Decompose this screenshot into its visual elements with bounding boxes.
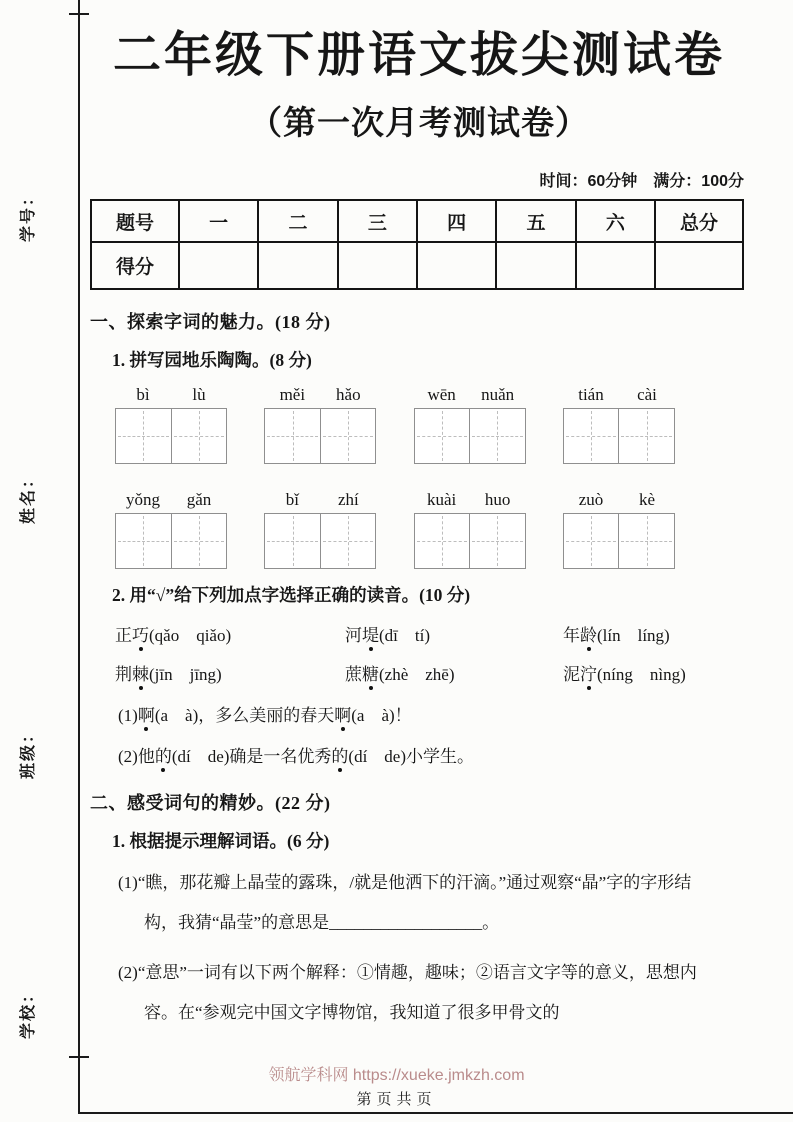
page-subtitle: （第一次月考测试卷） [249, 104, 589, 142]
score-cell [417, 242, 496, 289]
pinyin-syllable: tián [578, 385, 604, 405]
phrase-row-1 [115, 621, 748, 646]
tianzige-grid [264, 513, 376, 569]
sub-question-1 [118, 701, 748, 726]
pinyin-syllable: kuài [427, 490, 457, 510]
tianzige-grid [563, 408, 675, 464]
seal-tick-bottom [69, 1056, 89, 1058]
score-row-label: 得分 [91, 242, 179, 289]
tianzige-cell [265, 409, 320, 463]
score-table-header-row [91, 200, 743, 242]
phrase [563, 660, 686, 685]
dotted-char: 啊 [334, 701, 351, 726]
pinyin-writing-group [563, 490, 675, 569]
dotted-char: 堤 [362, 621, 379, 646]
line-text: (dí de)小学生。 [348, 747, 475, 767]
phrase-text: 荆 [115, 665, 132, 685]
score-table-header-cell: 二 [258, 200, 337, 242]
pinyin-syllable: lù [192, 385, 206, 405]
score-cell [258, 242, 337, 289]
tianzige-grid [563, 513, 675, 569]
pinyin-labels [563, 385, 675, 405]
tianzige-cell [320, 409, 376, 463]
score-cell [576, 242, 655, 289]
tianzige-cell [116, 514, 171, 568]
pinyin-syllable: nuǎn [481, 385, 515, 405]
seal-line [78, 0, 80, 1114]
line-text: (dí de)确是一名优秀 [171, 747, 332, 767]
phrase-text: 蔗 [345, 665, 362, 685]
pinyin-syllable: wēn [427, 385, 456, 405]
pinyin-writing-group [115, 385, 227, 464]
score-table-score-row [91, 242, 743, 289]
pinyin-labels [563, 490, 675, 510]
pinyin-writing-group [414, 490, 526, 569]
pinyin-syllable: cài [637, 385, 657, 405]
section2-paragraph-2: (2)“意思”一词有以下两个解释：①情趣，趣味；②语言文字等的意义，思想内容。在“参观完中国文字博物馆，我知道了很多甲骨文的 [118, 963, 697, 1023]
pinyin-syllable: zhí [337, 490, 359, 510]
tianzige-cell [415, 409, 470, 463]
pinyin-syllable: yǒng [126, 490, 160, 510]
phrase-text: 泥 [563, 665, 580, 685]
section1-heading: 一、探索字词的魅力。(18 分) [90, 312, 331, 333]
pinyin-labels [414, 490, 526, 510]
section1-item1-label: 1. 拼写园地乐陶陶。(8 分) [112, 350, 312, 371]
tianzige-cell [469, 409, 525, 463]
pinyin-writing-group [414, 385, 526, 464]
tianzige-grid [115, 513, 227, 569]
tianzige-cell [564, 409, 619, 463]
page-title: 二年级下册语文拔尖测试卷 [112, 29, 725, 82]
seal-label-name: 姓名： [20, 470, 37, 525]
dotted-char: 棘 [132, 660, 149, 685]
section2-heading: 二、感受词句的精妙。(22 分) [90, 793, 331, 814]
tianzige-cell [469, 514, 525, 568]
phrase-text: 正 [115, 626, 132, 646]
pinyin-labels [264, 490, 376, 510]
score-cell [655, 242, 743, 289]
score-cell [496, 242, 575, 289]
pinyin-syllable: huo [484, 490, 511, 510]
phrase-text: 河 [345, 626, 362, 646]
tianzige-cell [618, 514, 674, 568]
exam-content [90, 0, 748, 1033]
phrase-options: (dī tí) [379, 626, 430, 646]
pinyin-labels [414, 385, 526, 405]
seal-label-student-id: 学号： [20, 188, 37, 243]
score-table-header-cell: 五 [496, 200, 575, 242]
tianzige-cell [171, 514, 227, 568]
pinyin-row-1 [115, 385, 675, 464]
pinyin-syllable: bì [136, 385, 150, 405]
pinyin-syllable: zuò [578, 490, 604, 510]
section2-item1-label: 1. 根据提示理解词语。(6 分) [112, 831, 330, 852]
dotted-char: 糖 [362, 660, 379, 685]
dotted-char: 的 [155, 742, 172, 767]
exam-meta: 时间：60分钟 满分：100分 [539, 173, 744, 191]
tianzige-grid [414, 513, 526, 569]
tianzige-cell [171, 409, 227, 463]
section2-paragraph-1: (1)“瞧，那花瓣上晶莹的露珠，/就是他洒下的汗滴。”通过观察“晶”字的字形结构，我猜“晶莹”的意思是__________________。 [118, 873, 692, 933]
section1-item2-label: 2. 用“√”给下列加点字选择正确的读音。(10 分) [112, 585, 471, 606]
pinyin-writing-group [264, 385, 376, 464]
score-table-header-cell: 一 [179, 200, 258, 242]
tianzige-cell [564, 514, 619, 568]
phrase-options: (zhè zhē) [379, 665, 455, 685]
pinyin-writing-group [115, 490, 227, 569]
dotted-char: 啊 [138, 701, 155, 726]
line-text: (a à)！ [351, 706, 412, 726]
tianzige-grid [115, 408, 227, 464]
pinyin-writing-group [563, 385, 675, 464]
phrase-options: (níng nìng) [597, 665, 686, 685]
phrase [345, 621, 563, 646]
pinyin-labels [115, 490, 227, 510]
score-table-header-cell: 总分 [655, 200, 743, 242]
pinyin-syllable: bǐ [285, 490, 299, 510]
pinyin-row-2 [115, 490, 675, 569]
score-table-header-cell: 六 [576, 200, 655, 242]
pinyin-labels [115, 385, 227, 405]
phrase [115, 621, 345, 646]
pinyin-syllable: kè [638, 490, 655, 510]
tianzige-cell [415, 514, 470, 568]
dotted-char: 泞 [580, 660, 597, 685]
phrase [345, 660, 563, 685]
phrase-row-2 [115, 660, 748, 685]
dotted-char: 巧 [132, 621, 149, 646]
seal-label-school: 学校： [20, 985, 37, 1040]
page-number-label: 第页共页 [356, 1092, 437, 1108]
pinyin-syllable: měi [279, 385, 306, 405]
score-table-header-cell: 题号 [91, 200, 179, 242]
line-text: (2)他 [118, 747, 155, 767]
phrase-text: 年 [563, 626, 580, 646]
line-text: (1) [118, 706, 138, 726]
pinyin-syllable: hǎo [336, 385, 361, 405]
pinyin-labels [264, 385, 376, 405]
phrase-options: (jīn jīng) [149, 665, 222, 685]
score-table-header-cell: 四 [417, 200, 496, 242]
pinyin-writing-group [264, 490, 376, 569]
dotted-char: 龄 [580, 621, 597, 646]
phrase [563, 621, 670, 646]
dotted-char: 的 [331, 742, 348, 767]
pinyin-syllable: gǎn [186, 490, 212, 510]
watermark: 领航学科网 https://xueke.jmkzh.com [268, 1067, 525, 1084]
seal-label-class: 班级： [20, 725, 37, 780]
line-text: (a à)，多么美丽的春天 [154, 706, 335, 726]
tianzige-cell [320, 514, 376, 568]
sub-question-2 [118, 742, 748, 767]
page-bottom-rule [78, 1112, 793, 1114]
tianzige-grid [264, 408, 376, 464]
phrase [115, 660, 345, 685]
tianzige-grid [414, 408, 526, 464]
score-table [90, 199, 744, 290]
tianzige-cell [265, 514, 320, 568]
score-cell [338, 242, 417, 289]
seal-tick-top [69, 13, 89, 15]
phrase-options: (lín líng) [597, 626, 670, 646]
tianzige-cell [618, 409, 674, 463]
tianzige-cell [116, 409, 171, 463]
score-cell [179, 242, 258, 289]
phrase-options: (qǎo qiǎo) [149, 626, 232, 646]
score-table-header-cell: 三 [338, 200, 417, 242]
